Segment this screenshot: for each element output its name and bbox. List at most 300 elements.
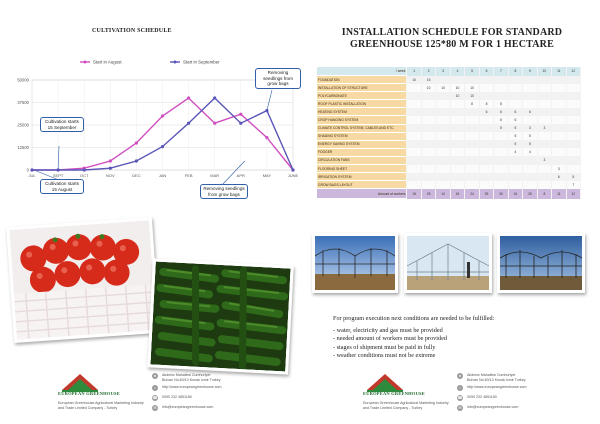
table-footer-row: [317, 189, 581, 199]
week-header: 11: [552, 67, 566, 76]
table-cell: 6: [523, 108, 537, 116]
table-cell: [508, 76, 522, 84]
table-cell: [407, 116, 421, 124]
table-cell: [450, 124, 464, 132]
table-cell: [421, 140, 435, 148]
tomato-image: [9, 220, 156, 339]
week-header: 2: [421, 67, 435, 76]
table-cell: 3: [552, 165, 566, 173]
table-cell: [479, 156, 493, 164]
table-cell: [436, 140, 450, 148]
table-cell: [479, 181, 493, 189]
workers-cell: 16: [450, 189, 464, 199]
table-cell: [523, 116, 537, 124]
table-cell: [436, 132, 450, 140]
condition-item: - water, electricity and gas must be provided: [333, 326, 443, 334]
phone-icon: ☎: [457, 395, 463, 400]
x-tick-label: SEPT: [52, 173, 64, 178]
table-cell: [552, 84, 566, 92]
table-row: [317, 140, 581, 148]
table-cell: 5: [508, 132, 522, 140]
table-row: [317, 108, 581, 116]
data-point: [30, 168, 33, 171]
table-cell: [450, 156, 464, 164]
table-cell: [421, 156, 435, 164]
table-cell: [436, 156, 450, 164]
greenhouse-image-2: [407, 236, 489, 290]
table-cell: [537, 181, 551, 189]
task-name: IRRIGATION SYSTEM: [317, 173, 407, 181]
data-point: [213, 122, 216, 125]
header-label: / week: [317, 67, 407, 76]
table-header-row: [317, 67, 581, 76]
x-tick-label: FEB: [184, 173, 193, 178]
task-name: FOUNDATION: [317, 76, 407, 84]
table-cell: 10: [407, 76, 421, 84]
table-cell: [552, 140, 566, 148]
greenhouse-photo-2: [404, 233, 492, 293]
email-icon: ✉: [153, 405, 157, 410]
table-cell: [494, 156, 508, 164]
table-cell: 6: [479, 108, 493, 116]
cucumber-image: [150, 262, 290, 372]
table-cell: [465, 156, 479, 164]
data-point: [187, 122, 190, 125]
workers-cell: 25: [523, 189, 537, 199]
table-cell: [566, 140, 580, 148]
table-cell: 6: [508, 108, 522, 116]
table-cell: [479, 148, 493, 156]
table-cell: [523, 181, 537, 189]
table-cell: 5: [508, 124, 522, 132]
x-tick-label: MAR: [210, 173, 220, 178]
data-point: [239, 113, 242, 116]
table-cell: [552, 124, 566, 132]
table-cell: [566, 100, 580, 108]
workers-cell: 30: [494, 189, 508, 199]
table-row: [317, 84, 581, 92]
table-cell: [436, 173, 450, 181]
x-tick-label: JAN: [158, 173, 167, 178]
table-cell: [436, 108, 450, 116]
table-row: [317, 76, 581, 84]
callout-removing-top: Removing seedlings from grow bags: [255, 68, 301, 89]
data-point: [109, 167, 112, 170]
x-tick-label: NOV: [105, 173, 115, 178]
table-cell: [407, 108, 421, 116]
week-header: 9: [523, 67, 537, 76]
callout-cultivation-aug: Cultivation starts 15 August: [40, 179, 84, 194]
legend-marker: [84, 61, 87, 64]
table-row: [317, 156, 581, 164]
table-cell: [508, 100, 522, 108]
table-cell: [566, 156, 580, 164]
table-cell: [421, 92, 435, 100]
table-cell: [537, 116, 551, 124]
phone-text: 0090 232 4851180: [162, 395, 192, 399]
table-cell: [537, 148, 551, 156]
legend-label: Start in September: [183, 59, 220, 65]
logo-text: EUROPEAN GREENHOUSE: [58, 391, 120, 396]
data-point: [135, 141, 138, 144]
table-cell: [494, 140, 508, 148]
table-cell: 7: [566, 181, 580, 189]
table-cell: 6: [494, 108, 508, 116]
table-cell: [566, 108, 580, 116]
table-cell: [537, 132, 551, 140]
data-point: [109, 159, 112, 162]
week-header: 1: [407, 67, 421, 76]
task-name: ROOF PLASTIC INSTALLATION: [317, 100, 407, 108]
table-row: [317, 132, 581, 140]
table-row: [317, 181, 581, 189]
website-link[interactable]: http://www.europeangreenhouse.com: [162, 385, 222, 389]
workers-cell: 24: [508, 189, 522, 199]
table-cell: [450, 181, 464, 189]
table-cell: [465, 124, 479, 132]
greenhouse-image-1: [315, 236, 395, 290]
table-cell: [421, 116, 435, 124]
x-tick-label: JUL: [28, 173, 36, 178]
company-text: European Greenhouse Agricultural Marketing Industry and Trade Limited Company - Turkey: [58, 401, 144, 410]
email-icon: ✉: [458, 405, 462, 410]
week-header: 10: [537, 67, 551, 76]
table-cell: [523, 156, 537, 164]
table-cell: [407, 84, 421, 92]
table-cell: [479, 140, 493, 148]
week-header: 3: [436, 67, 450, 76]
table-cell: 6: [552, 173, 566, 181]
data-point: [83, 168, 86, 171]
table-cell: [508, 92, 522, 100]
table-cell: [479, 165, 493, 173]
conditions-heading: For program execution next conditions are needed to be fulfilled:: [333, 315, 495, 322]
week-header: 5: [465, 67, 479, 76]
y-tick-label: 50000: [17, 77, 29, 83]
phone-text: 0090 232 4851180: [467, 395, 497, 399]
table-cell: [566, 116, 580, 124]
workers-cell: 8: [537, 189, 551, 199]
table-cell: [494, 173, 508, 181]
table-cell: 8: [494, 100, 508, 108]
table-cell: [479, 84, 493, 92]
y-tick-label: 25000: [17, 122, 29, 128]
table-cell: [566, 132, 580, 140]
table-cell: [552, 76, 566, 84]
x-tick-label: MAY: [262, 173, 272, 178]
task-name: HEATING SYSTEM: [317, 108, 407, 116]
table-cell: [450, 173, 464, 181]
table-cell: 10: [465, 84, 479, 92]
table-cell: [566, 84, 580, 92]
table-cell: [508, 84, 522, 92]
table-cell: [465, 140, 479, 148]
table-cell: 10: [436, 84, 450, 92]
table-cell: [552, 181, 566, 189]
table-cell: 8: [479, 100, 493, 108]
data-point: [239, 122, 242, 125]
table-cell: [523, 84, 537, 92]
table-cell: 6: [508, 116, 522, 124]
table-cell: [407, 100, 421, 108]
table-cell: [407, 181, 421, 189]
task-name: POLYCARBONATE: [317, 92, 407, 100]
table-cell: [566, 165, 580, 173]
table-cell: 15: [421, 76, 435, 84]
workers-cell: 25: [479, 189, 493, 199]
callout-removing-bottom: Removing seedlings from grow bags: [200, 184, 248, 199]
table-cell: [523, 165, 537, 173]
data-point: [161, 145, 164, 148]
table-cell: [537, 173, 551, 181]
task-name: FLOORING SHEET: [317, 165, 407, 173]
table-row: [317, 92, 581, 100]
table-cell: [421, 100, 435, 108]
table-cell: [552, 116, 566, 124]
task-name: ENERGY SAVING SYSTEM: [317, 140, 407, 148]
x-tick-label: APR: [236, 173, 245, 178]
table-cell: [407, 156, 421, 164]
website-link[interactable]: http://www.europeangreenhouse.com: [467, 385, 527, 389]
greenhouse-image-3: [500, 236, 582, 290]
data-point: [161, 114, 164, 117]
footer-left: [58, 370, 348, 420]
table-cell: [508, 165, 522, 173]
table-cell: [523, 92, 537, 100]
table-cell: [465, 181, 479, 189]
table-cell: [494, 84, 508, 92]
table-cell: 10: [450, 92, 464, 100]
table-cell: [479, 92, 493, 100]
y-tick-label: 12500: [17, 145, 29, 150]
conditions-block: [333, 315, 593, 361]
table-cell: [407, 173, 421, 181]
table-cell: [479, 116, 493, 124]
table-cell: [436, 181, 450, 189]
x-tick-label: DEC: [132, 173, 141, 178]
tomato-photo: [6, 217, 160, 343]
table-cell: [537, 84, 551, 92]
greenhouse-photo-1: [312, 233, 398, 293]
table-cell: [465, 132, 479, 140]
table-cell: [465, 173, 479, 181]
table-cell: 5: [523, 132, 537, 140]
workers-cell: 25: [421, 189, 435, 199]
data-point: [135, 159, 138, 162]
data-point: [291, 168, 294, 171]
task-name: GROW BAGS LAYOUT: [317, 181, 407, 189]
task-name: CROP HANGING SYSTEM: [317, 116, 407, 124]
table-cell: [421, 173, 435, 181]
task-name: SHADING SYSTEM: [317, 132, 407, 140]
legend-marker: [174, 61, 177, 64]
table-row: [317, 100, 581, 108]
table-cell: 5: [566, 173, 580, 181]
table-cell: [508, 173, 522, 181]
table-cell: [407, 92, 421, 100]
table-cell: [465, 108, 479, 116]
data-point: [265, 136, 268, 139]
workers-cell: 24: [465, 189, 479, 199]
location-icon: ●: [458, 373, 462, 378]
table-cell: [552, 148, 566, 156]
table-row: [317, 124, 581, 132]
address-text: Akdeniz Mahallesi Cumhuriyet Bulvarı No:63/13 Konak İzmir Turkey: [467, 373, 526, 382]
footer-label: Amount of workers: [317, 189, 407, 199]
table-cell: [508, 181, 522, 189]
task-name: INSTALLATION OF STRUCTURE: [317, 84, 407, 92]
condition-item: - stages of shipment must be paid in fully: [333, 343, 436, 351]
task-name: CLIMATE CONTROL SYSTEM, CABLES AND ETC.: [317, 124, 407, 132]
table-cell: [552, 108, 566, 116]
table-cell: [494, 132, 508, 140]
table-cell: [566, 92, 580, 100]
table-row: [317, 173, 581, 181]
legend-label: Start in August: [93, 59, 122, 65]
workers-cell: 15: [407, 189, 421, 199]
week-header: 12: [566, 67, 580, 76]
table-cell: [450, 165, 464, 173]
workers-cell: 10: [436, 189, 450, 199]
table-cell: [494, 148, 508, 156]
table-cell: [436, 92, 450, 100]
x-tick-label: JUNE: [287, 173, 299, 178]
table-cell: [523, 100, 537, 108]
table-cell: [421, 108, 435, 116]
table-cell: [494, 76, 508, 84]
table-cell: [407, 165, 421, 173]
table-row: [317, 148, 581, 156]
table-cell: [421, 124, 435, 132]
table-cell: [552, 156, 566, 164]
table-cell: [450, 116, 464, 124]
table-cell: 8: [465, 100, 479, 108]
table-cell: [465, 165, 479, 173]
condition-item: - needed amount of workers must be provided: [333, 335, 447, 343]
table-cell: [436, 148, 450, 156]
location-icon: ●: [153, 373, 157, 378]
table-row: [317, 116, 581, 124]
task-name: CIRCULATION FANS: [317, 156, 407, 164]
table-cell: [523, 76, 537, 84]
greenhouse-photo-3: [497, 233, 585, 293]
table-cell: [537, 100, 551, 108]
table-cell: [552, 100, 566, 108]
x-tick-label: OCT: [79, 173, 89, 178]
table-cell: [421, 165, 435, 173]
table-cell: [465, 148, 479, 156]
phone-icon: ☎: [152, 395, 158, 400]
data-point: [187, 96, 190, 99]
table-cell: [407, 132, 421, 140]
table-cell: 4: [523, 148, 537, 156]
footer-right: [363, 370, 600, 420]
table-cell: [566, 148, 580, 156]
table-cell: [465, 76, 479, 84]
table-cell: [479, 76, 493, 84]
table-cell: [450, 132, 464, 140]
callout-cultivation-sept: Cultivation starts 15 September: [40, 117, 84, 132]
contact-list: [457, 373, 577, 415]
table-cell: [407, 124, 421, 132]
logo-text: EUROPEAN GREENHOUSE: [363, 391, 425, 396]
table-cell: [436, 116, 450, 124]
address-text: Akdeniz Mahallesi Cumhuriyet Bulvarı No:63/13 Konak İzmir Turkey: [162, 373, 221, 382]
table-cell: [421, 181, 435, 189]
table-cell: [508, 156, 522, 164]
globe-icon: ○: [153, 385, 157, 390]
table-cell: [450, 148, 464, 156]
table-cell: [479, 124, 493, 132]
table-cell: [494, 181, 508, 189]
table-cell: [537, 76, 551, 84]
table-cell: 10: [421, 84, 435, 92]
table-cell: [421, 132, 435, 140]
workers-cell: 11: [552, 189, 566, 199]
cultivation-chart: [10, 50, 305, 235]
table-cell: [494, 165, 508, 173]
table-cell: [465, 116, 479, 124]
cucumber-photo: [147, 258, 294, 374]
table-cell: [436, 165, 450, 173]
table-cell: [523, 173, 537, 181]
table-cell: [566, 76, 580, 84]
week-header: 8: [508, 67, 522, 76]
table-cell: [450, 140, 464, 148]
table-cell: [537, 92, 551, 100]
table-cell: [450, 76, 464, 84]
table-cell: 3: [537, 124, 551, 132]
table-cell: 3: [537, 156, 551, 164]
page-title: INSTALLATION SCHEDULE FOR STANDARD GREENHOUSE 125*80 M FOR 1 HECTARE: [341, 27, 563, 50]
table-cell: 4: [508, 148, 522, 156]
email-link[interactable]: info@europeangreenhouse.com: [467, 405, 519, 409]
table-cell: [436, 100, 450, 108]
table-cell: 5: [508, 140, 522, 148]
table-cell: [494, 92, 508, 100]
table-cell: [537, 108, 551, 116]
table-cell: [436, 124, 450, 132]
data-point: [213, 96, 216, 99]
y-tick-label: 37500: [17, 100, 29, 105]
table-cell: [552, 92, 566, 100]
table-cell: 10: [465, 92, 479, 100]
table-cell: [552, 132, 566, 140]
email-link[interactable]: info@europeangreenhouse.com: [162, 405, 214, 409]
table-cell: 10: [450, 84, 464, 92]
week-header: 4: [450, 67, 464, 76]
condition-item: - weather conditions must not be extreme: [333, 352, 436, 360]
table-row: [317, 165, 581, 173]
table-cell: [537, 165, 551, 173]
table-cell: 5: [494, 124, 508, 132]
table-cell: [479, 132, 493, 140]
installation-schedule-table: [317, 67, 581, 199]
y-tick-label: 0: [26, 167, 29, 173]
table-cell: 5: [523, 140, 537, 148]
week-header: 6: [479, 67, 493, 76]
table-cell: [450, 108, 464, 116]
table-cell: [479, 173, 493, 181]
table-cell: [421, 148, 435, 156]
table-cell: [407, 140, 421, 148]
contact-list: [152, 373, 272, 415]
workers-cell: 12: [566, 189, 580, 199]
table-cell: 3: [523, 124, 537, 132]
globe-icon: ○: [458, 385, 462, 390]
chart-title: CULTIVATION SCHEDULE: [92, 28, 172, 34]
table-cell: 6: [494, 116, 508, 124]
